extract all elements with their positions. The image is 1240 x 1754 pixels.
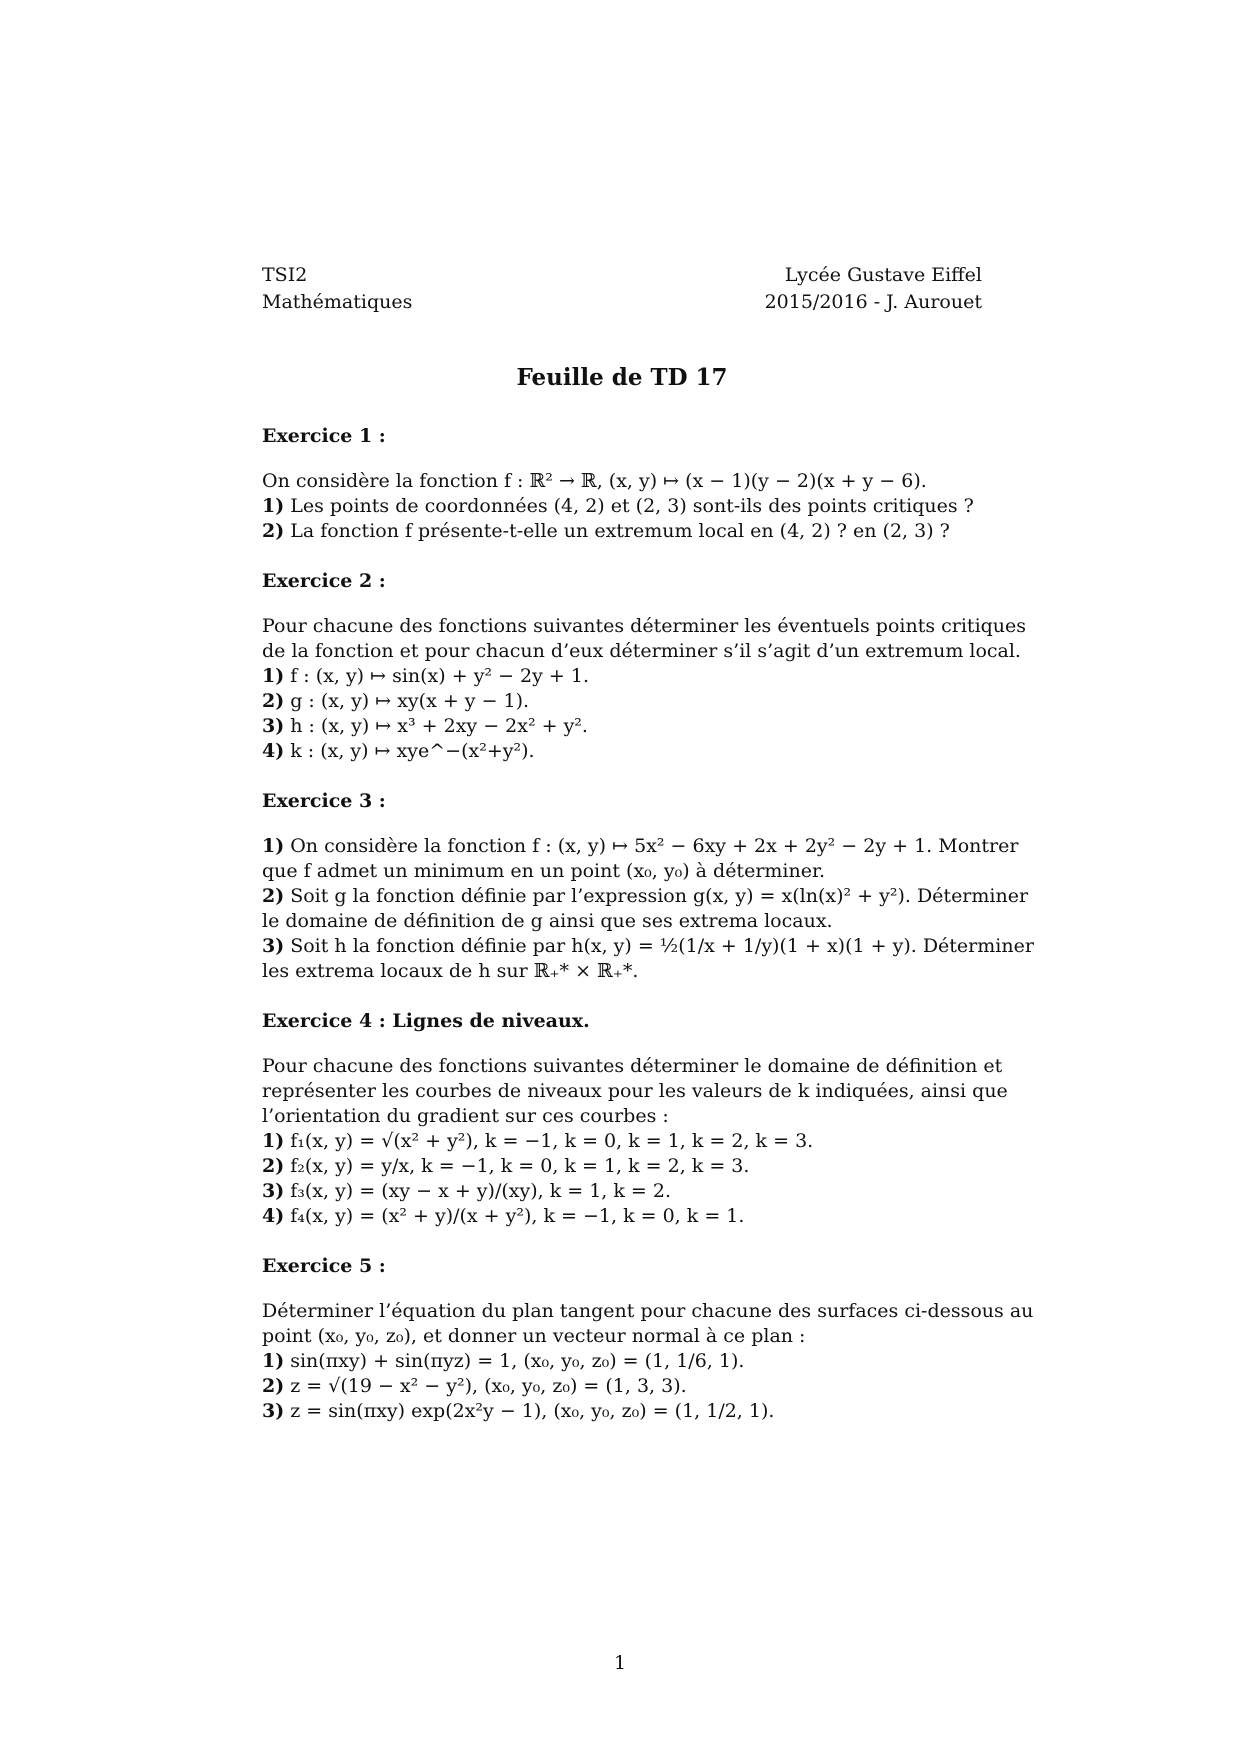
line-text: On considère la fonction f : (x, y) ↦ 5x² − 6xy + 2x + 2y² − 2y + 1. Montrer [290, 835, 1019, 857]
class-name: TSI2 [262, 264, 308, 286]
page-title: Feuille de TD 17 [516, 364, 728, 391]
question-number: 3) [262, 935, 285, 957]
line-text: que f admet un minimum en un point (x₀, y₀) à déterminer. [262, 860, 826, 882]
question-number: 1) [262, 665, 285, 687]
question-number: 1) [262, 1350, 285, 1372]
line-text: k : (x, y) ↦ xye^−(x²+y²). [290, 740, 535, 762]
line-text: le domaine de définition de g ainsi que ses extrema locaux. [262, 910, 833, 932]
line-text: g : (x, y) ↦ xy(x + y − 1). [290, 690, 530, 712]
exercise-body [262, 834, 1034, 984]
header-left [262, 262, 412, 316]
exercise-1 [262, 425, 982, 544]
exercise-title: Exercice 4 : Lignes de niveaux. [262, 1010, 590, 1032]
school-name: Lycée Gustave Eiffel [784, 264, 982, 286]
year-author: 2015/2016 - J. Aurouet [764, 291, 982, 313]
question-number: 1) [262, 1130, 285, 1152]
exercise-line [262, 469, 982, 494]
line-text: f : (x, y) ↦ sin(x) + y² − 2y + 1. [290, 665, 589, 687]
exercise-body [262, 469, 982, 544]
question-number: 2) [262, 690, 285, 712]
document-page [262, 262, 1034, 1424]
exercise-line [262, 1204, 982, 1229]
line-text: On considère la fonction f : ℝ² → ℝ, (x, y) ↦ (x − 1)(y − 2)(x + y − 6). [262, 470, 927, 492]
exercise-line [262, 664, 982, 689]
exercise-line [262, 1299, 1034, 1324]
exercise-line [262, 1054, 1003, 1079]
line-text: f₁(x, y) = √(x² + y²), k = −1, k = 0, k = 1, k = 2, k = 3. [290, 1130, 814, 1152]
line-text: z = sin(πxy) exp(2x²y − 1), (x₀, y₀, z₀) = (1, 1/2, 1). [290, 1400, 775, 1422]
exercise-3 [262, 790, 1034, 984]
line-text: f₃(x, y) = (xy − x + y)/(xy), k = 1, k = 2. [290, 1180, 672, 1202]
line-text: les extrema locaux de h sur ℝ₊* × ℝ₊*. [262, 960, 639, 982]
exercise-line [262, 739, 982, 764]
line-text: de la fonction et pour chacun d’eux déterminer s’il s’agit d’un extremum local. [262, 640, 1021, 662]
line-text: Les points de coordonnées (4, 2) et (2, 3) sont-ils des points critiques ? [290, 495, 974, 517]
line-text: représenter les courbes de niveaux pour les valeurs de k indiquées, ainsi que [262, 1080, 1008, 1102]
question-number: 1) [262, 835, 285, 857]
line-text: Pour chacune des fonctions suivantes déterminer les éventuels points critiques [262, 615, 1027, 637]
exercise-title: Exercice 5 : [262, 1255, 386, 1277]
exercise-line [262, 1129, 982, 1154]
exercise-line [262, 689, 982, 714]
question-number: 2) [262, 520, 285, 542]
exercise-line [262, 714, 982, 739]
exercise-line [262, 859, 982, 884]
exercise-body [262, 614, 1027, 764]
question-number: 2) [262, 885, 285, 907]
exercise-line [262, 1349, 982, 1374]
exercise-list [262, 425, 1034, 1424]
exercise-line [262, 639, 1021, 664]
exercise-line [262, 519, 982, 544]
line-text: point (x₀, y₀, z₀), et donner un vecteur normal à ce plan : [262, 1325, 806, 1347]
question-number: 3) [262, 1400, 285, 1422]
question-number: 4) [262, 740, 285, 762]
line-text: f₄(x, y) = (x² + y)/(x + y²), k = −1, k = 0, k = 1. [290, 1205, 745, 1227]
question-number: 1) [262, 495, 285, 517]
exercise-line [262, 884, 1029, 909]
line-text: Pour chacune des fonctions suivantes déterminer le domaine de définition et [262, 1055, 1003, 1077]
line-text: l’orientation du gradient sur ces courbes : [262, 1105, 669, 1127]
line-text: Soit h la fonction définie par h(x, y) = ½(1/x + 1/y)(1 + x)(1 + y). Déterminer [290, 935, 1034, 957]
exercise-line [262, 614, 1027, 639]
exercise-line [262, 909, 982, 934]
question-number: 4) [262, 1205, 285, 1227]
exercise-line [262, 1399, 982, 1424]
line-text: Déterminer l’équation du plan tangent pour chacune des surfaces ci-dessous au [262, 1300, 1034, 1322]
question-number: 3) [262, 715, 285, 737]
exercise-line [262, 1104, 982, 1129]
exercise-line [262, 1154, 982, 1179]
question-number: 2) [262, 1375, 285, 1397]
line-text: z = √(19 − x² − y²), (x₀, y₀, z₀) = (1, 3, 3). [290, 1375, 687, 1397]
exercise-4 [262, 1010, 1008, 1229]
exercise-line [262, 1079, 1008, 1104]
line-text: Soit g la fonction définie par l’expression g(x, y) = x(ln(x)² + y²). Déterminer [290, 885, 1029, 907]
page-number: 1 [613, 1652, 627, 1674]
exercise-body [262, 1054, 1008, 1229]
exercise-title: Exercice 1 : [262, 425, 386, 447]
exercise-title: Exercice 3 : [262, 790, 386, 812]
exercise-line [262, 1374, 982, 1399]
exercise-title: Exercice 2 : [262, 570, 386, 592]
header-right [765, 262, 982, 316]
exercise-line [262, 494, 982, 519]
exercise-body [262, 1299, 1034, 1424]
subject: Mathématiques [262, 291, 413, 313]
question-number: 3) [262, 1180, 285, 1202]
exercise-line [262, 1324, 982, 1349]
question-number: 2) [262, 1155, 285, 1177]
exercise-line [262, 1179, 982, 1204]
exercise-2 [262, 570, 1027, 764]
exercise-line [262, 834, 1019, 859]
line-text: h : (x, y) ↦ x³ + 2xy − 2x² + y². [290, 715, 588, 737]
line-text: sin(πxy) + sin(πyz) = 1, (x₀, y₀, z₀) = (1, 1/6, 1). [290, 1350, 745, 1372]
exercise-5 [262, 1255, 1034, 1424]
exercise-line [262, 934, 1034, 959]
exercise-line [262, 959, 982, 984]
document-header [262, 262, 982, 316]
line-text: La fonction f présente-t-elle un extremum local en (4, 2) ? en (2, 3) ? [290, 520, 950, 542]
line-text: f₂(x, y) = y/x, k = −1, k = 0, k = 1, k = 2, k = 3. [290, 1155, 750, 1177]
